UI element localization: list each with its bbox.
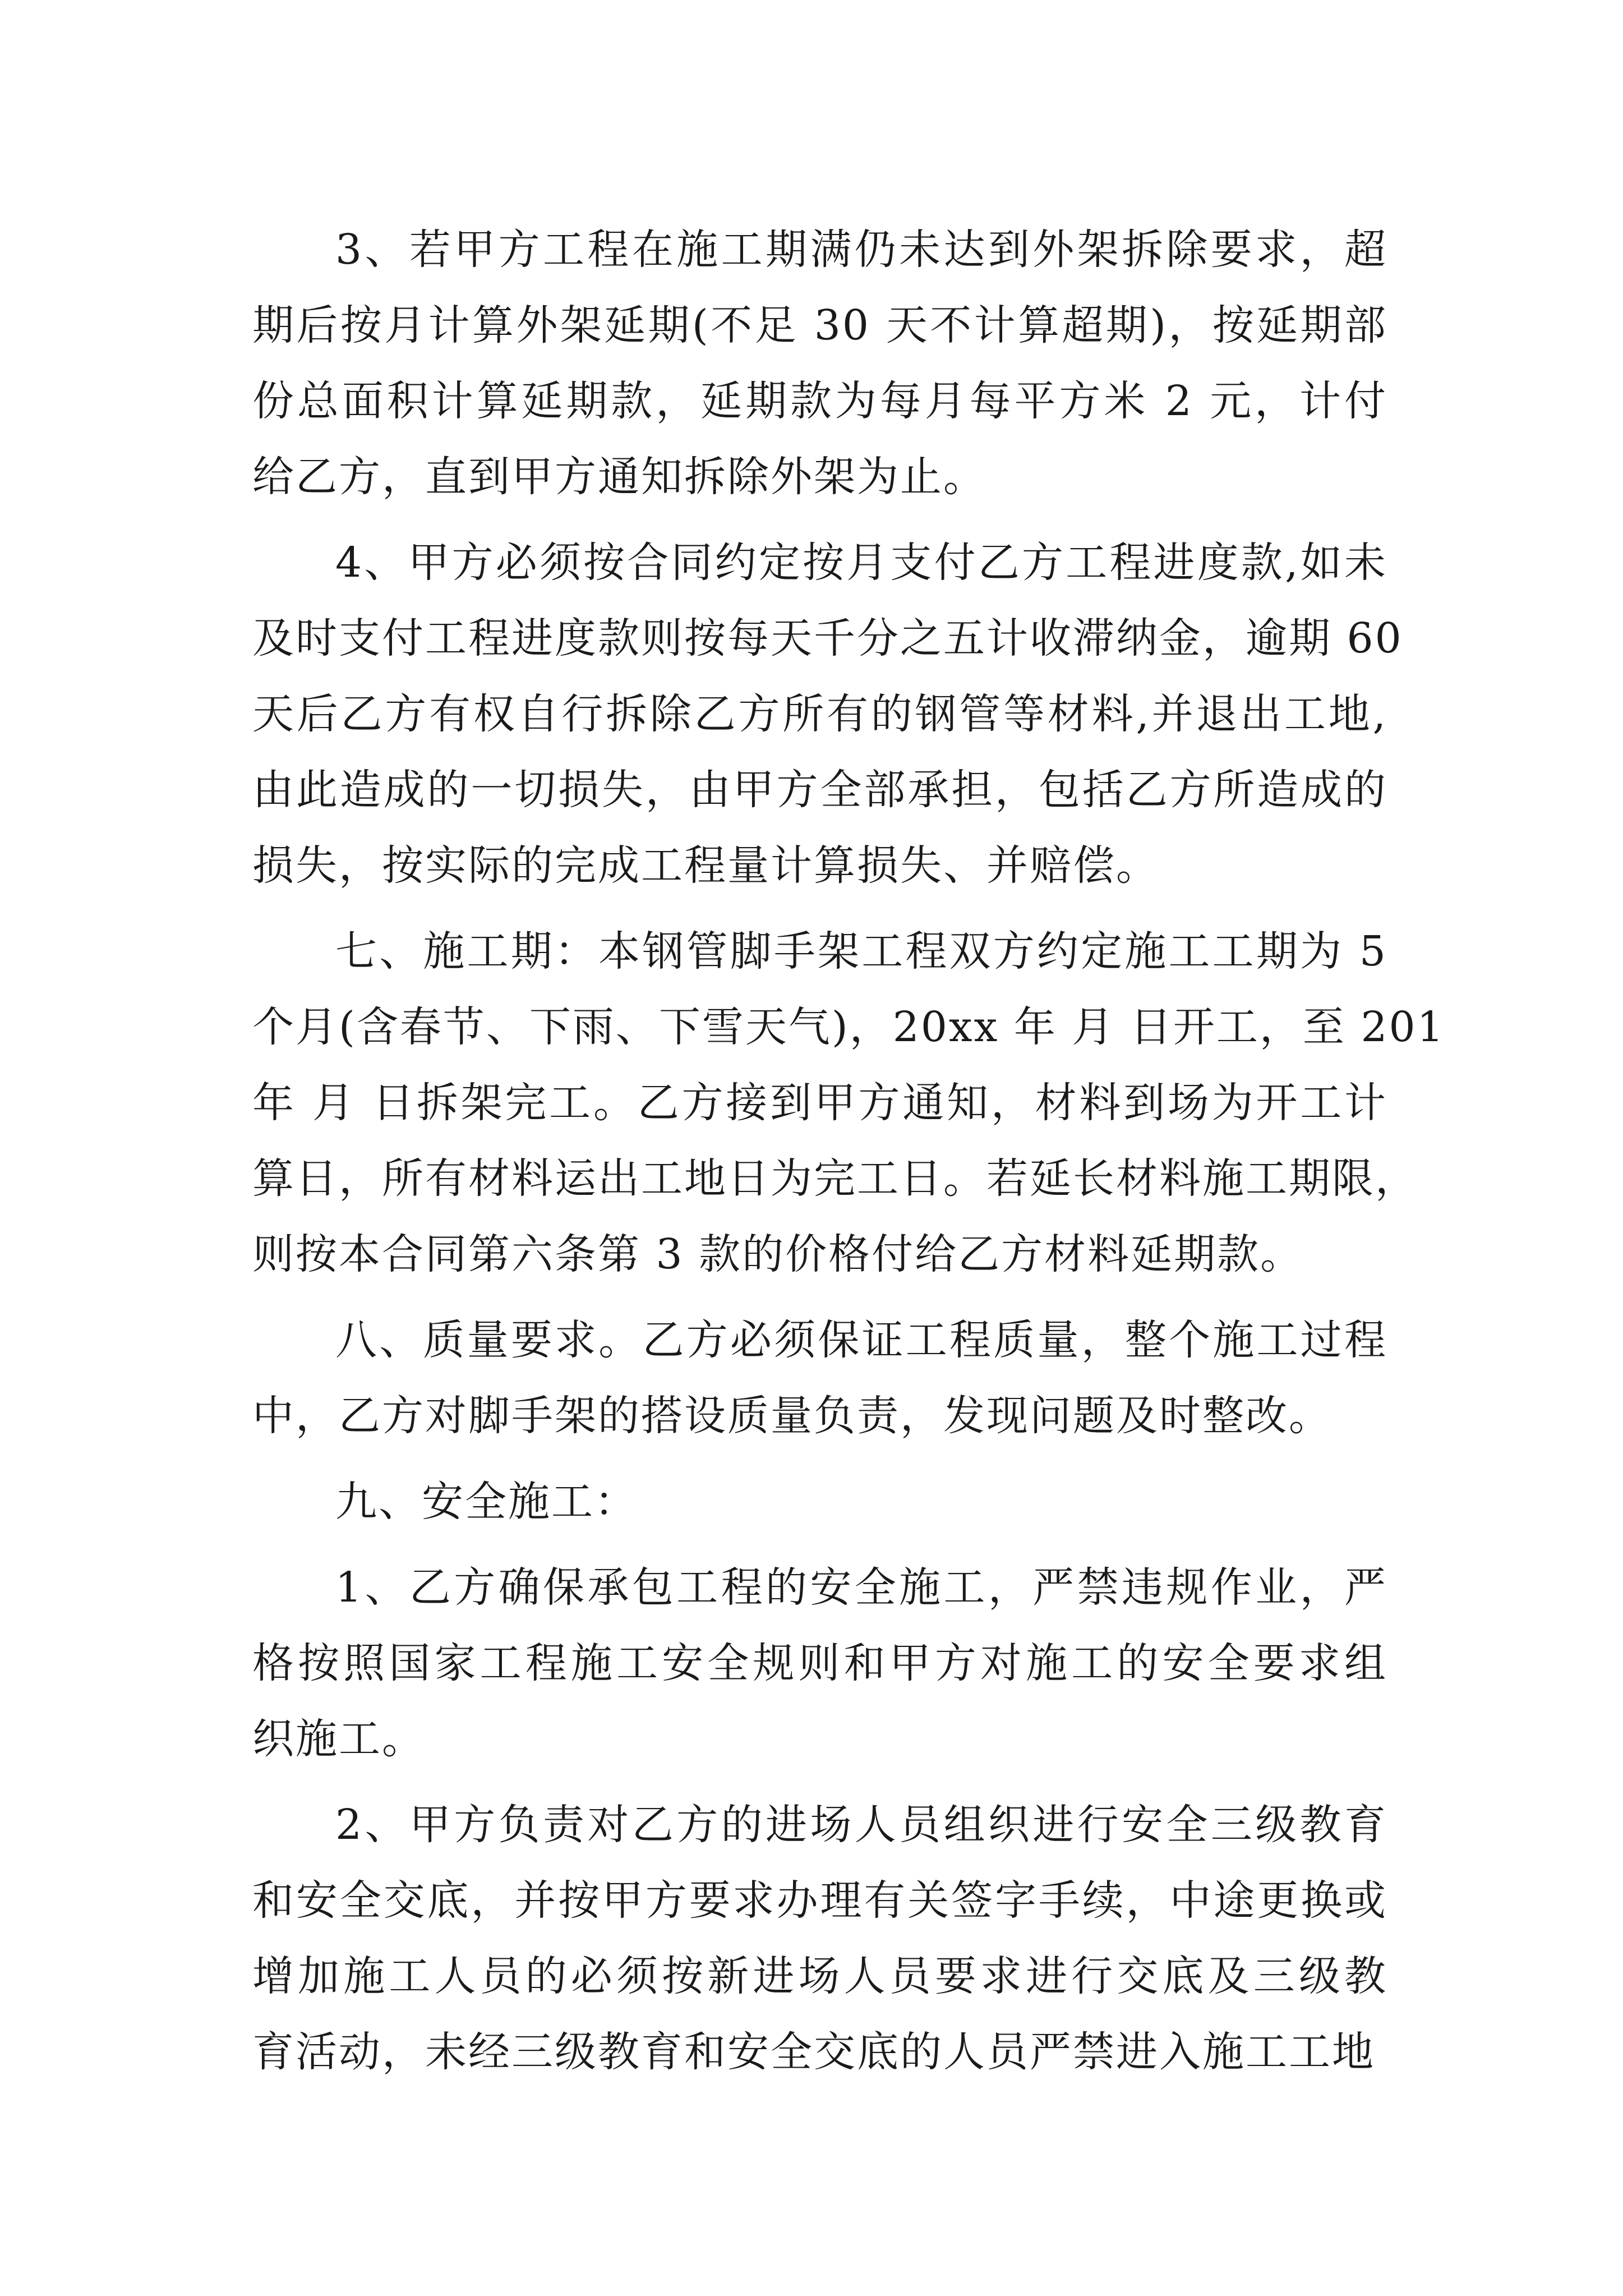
text-line: 期后按月计算外架延期(不足 30 天不计算超期)，按延期部 <box>252 301 1387 349</box>
text-line: 天后乙方有权自行拆除乙方所有的钢管等材料,并退出工地, <box>252 690 1387 738</box>
paragraph-gap <box>252 1777 1387 1787</box>
text-line: 4、甲方必须按合同约定按月支付乙方工程进度款,如未 <box>335 539 1387 587</box>
paragraph-clause-6-3 <box>252 212 1387 515</box>
text-line: 和安全交底，并按甲方要求办理有关签字手续，中途更换或 <box>252 1876 1387 1925</box>
text-line: 给乙方，直到甲方通知拆除外架为止。 <box>252 453 986 501</box>
text-line: 中，乙方对脚手架的搭设质量负责，发现问题及时整改。 <box>252 1392 1332 1440</box>
text-line: 织施工。 <box>252 1715 425 1763</box>
section-heading: 九、安全施工： <box>335 1478 638 1526</box>
text-line: 个月(含春节、下雨、下雪天气)，20xx 年 月 日开工，至 201 <box>252 1003 1445 1051</box>
paragraph-clause-8 <box>252 1303 1387 1454</box>
text-line: 损失，按实际的完成工程量计算损失、并赔偿。 <box>252 841 1159 890</box>
text-line: 则按本合同第六条第 3 款的价格付给乙方材料延期款。 <box>252 1230 1304 1278</box>
text-line: 由此造成的一切损失，由甲方全部承担，包括乙方所造成的 <box>252 766 1387 814</box>
text-line: 及时支付工程进度款则按每天千分之五计收滞纳金，逾期 60 <box>252 614 1403 662</box>
text-line: 育活动，未经三级教育和安全交底的人员严禁进入施工工地 <box>252 2028 1375 2076</box>
paragraph-gap <box>252 1454 1387 1464</box>
text-line: 份总面积计算延期款，延期款为每月每平方米 2 元，计付 <box>252 377 1387 425</box>
text-line: 增加施工人员的必须按新进场人员要求进行交底及三级教 <box>252 1952 1387 2000</box>
paragraph-gap <box>252 904 1387 914</box>
text-line: 3、若甲方工程在施工期满仍未达到外架拆除要求，超 <box>335 226 1387 274</box>
paragraph-gap <box>252 1292 1387 1303</box>
text-line: 2、甲方负责对乙方的进场人员组织进行安全三级教育 <box>335 1801 1387 1849</box>
paragraph-clause-9-2 <box>252 1787 1387 2090</box>
paragraph-gap <box>252 515 1387 525</box>
text-line: 格按照国家工程施工安全规则和甲方对施工的安全要求组 <box>252 1639 1387 1687</box>
paragraph-clause-6-4 <box>252 525 1403 904</box>
paragraph-gap <box>252 1540 1387 1550</box>
paragraph-clause-7 <box>252 914 1445 1292</box>
text-line: 算日，所有材料运出工地日为完工日。若延长材料施工期限， <box>252 1154 1418 1203</box>
paragraph-clause-9-1 <box>252 1550 1387 1777</box>
text-line: 八、质量要求。乙方必须保证工程质量，整个施工过程 <box>335 1316 1387 1364</box>
text-line: 年 月 日拆架完工。乙方接到甲方通知，材料到场为开工计 <box>252 1079 1387 1127</box>
paragraph-clause-9 <box>252 1464 1387 1540</box>
text-line: 1、乙方确保承包工程的安全施工，严禁违规作业，严 <box>335 1563 1387 1612</box>
text-line: 七、施工期：本钢管脚手架工程双方约定施工工期为 5 <box>335 927 1387 976</box>
document-body <box>252 212 1445 2090</box>
